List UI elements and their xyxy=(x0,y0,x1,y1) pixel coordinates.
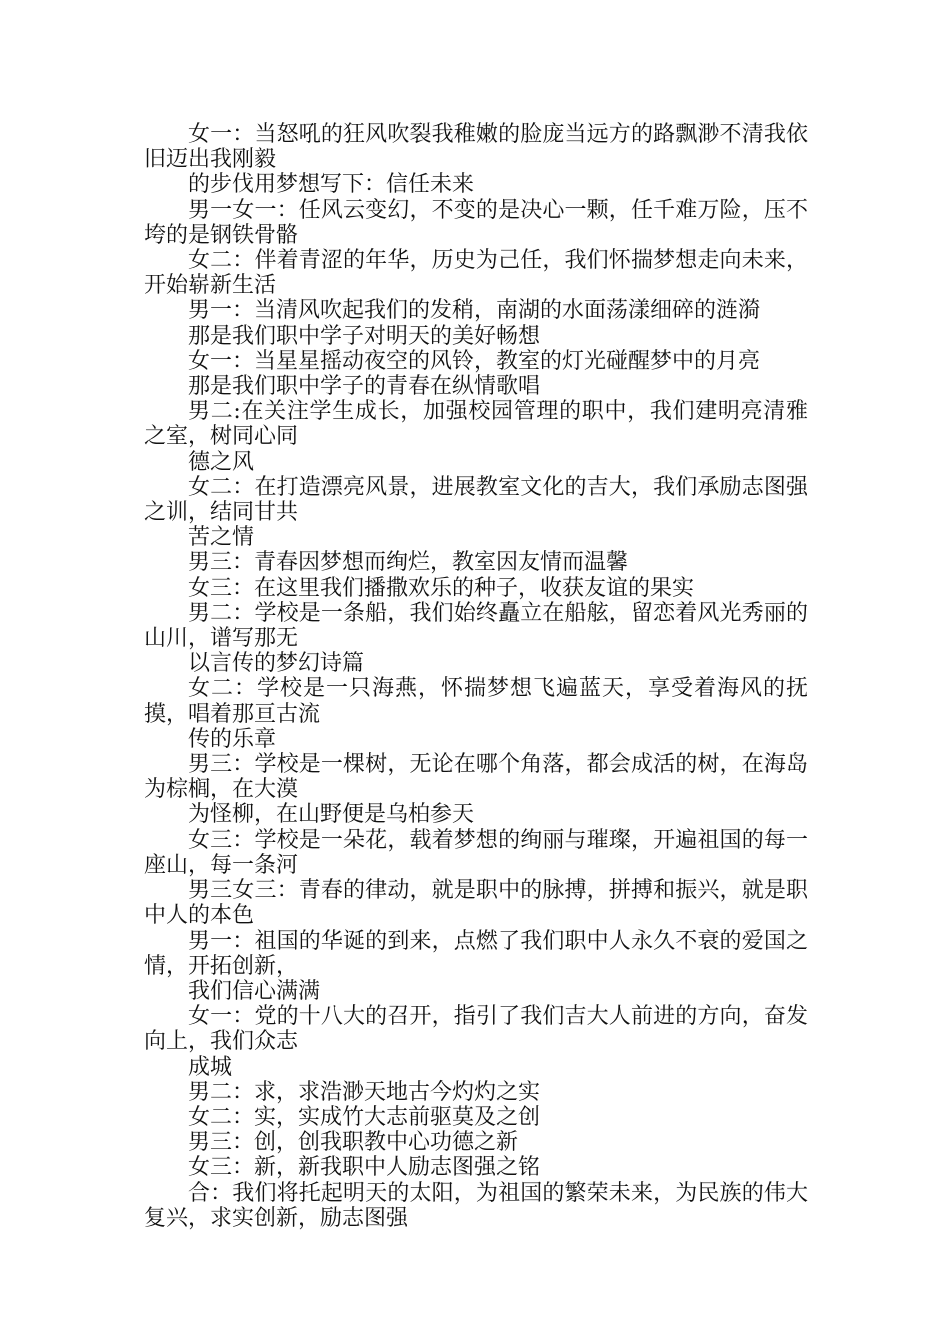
paragraph: 的步伐用梦想写下：信任未来 xyxy=(188,172,475,198)
paragraph: 男一女一：任风云变幻，不变的是决心一颗，任千难万险，压不垮的是钢铁骨骼 xyxy=(144,197,808,248)
paragraph: 女三：新，新我职中人励志图强之铭 xyxy=(188,1155,541,1181)
paragraph: 女一：当星星摇动夜空的风铃，教室的灯光碰醒梦中的月亮 xyxy=(188,348,761,374)
paragraph: 女二：学校是一只海燕，怀揣梦想飞遍蓝天，享受着海风的抚摸，唱着那亘古流 xyxy=(144,676,808,727)
paragraph: 传的乐章 xyxy=(188,726,277,752)
paragraph: 德之风 xyxy=(188,449,255,475)
paragraph: 那是我们职中学子对明天的美好畅想 xyxy=(188,323,541,349)
paragraph: 女一：当怒吼的狂风吹裂我稚嫩的脸庞当远方的路飘渺不清我依旧迈出我刚毅 xyxy=(144,122,808,173)
paragraph: 成城 xyxy=(188,1054,233,1080)
paragraph: 男一：祖国的华诞的到来，点燃了我们职中人永久不衰的爱国之情，开拓创新， xyxy=(144,928,808,979)
paragraph: 为怪柳，在山野便是乌柏参天 xyxy=(188,802,475,828)
paragraph: 女三：在这里我们播撒欢乐的种子，收获友谊的果实 xyxy=(188,575,695,601)
paragraph: 男三：青春因梦想而绚烂，教室因友情而温馨 xyxy=(188,550,629,576)
paragraph: 男二：学校是一条船，我们始终矗立在船舷，留恋着风光秀丽的山川，谱写那无 xyxy=(144,600,808,652)
paragraph: 女二：实，实成竹大志前驱莫及之创 xyxy=(188,1104,541,1130)
paragraph: 合：我们将托起明天的太阳，为祖国的繁荣未来，为民族的伟大复兴，求实创新，励志图强 xyxy=(144,1180,808,1231)
document-body xyxy=(144,122,808,1231)
paragraph: 女三：学校是一朵花，载着梦想的绚丽与璀璨，开遍祖国的每一座山，每一条河 xyxy=(144,827,808,878)
paragraph: 男二：求，求浩渺天地古今灼灼之实 xyxy=(188,1079,541,1105)
paragraph: 那是我们职中学子的青春在纵情歌唱 xyxy=(188,374,541,400)
paragraph: 女一：党的十八大的召开，指引了我们吉大人前进的方向，奋发向上，我们众志 xyxy=(144,1004,808,1055)
paragraph: 我们信心满满 xyxy=(188,978,321,1004)
paragraph: 男一：当清风吹起我们的发稍，南湖的水面荡漾细碎的涟漪 xyxy=(188,298,761,324)
paragraph: 男二:在关注学生成长，加强校园管理的职中，我们建明亮清雅之室，树同心同 xyxy=(144,399,808,450)
paragraph: 女二：伴着青涩的年华，历史为己任，我们怀揣梦想走向未来，开始崭新生活 xyxy=(144,248,808,299)
paragraph: 男三：学校是一棵树，无论在哪个角落，都会成活的树，在海岛为棕榈，在大漠 xyxy=(144,752,808,803)
paragraph: 男三女三：青春的律动，就是职中的脉搏，拼搏和振兴，就是职中人的本色 xyxy=(144,878,808,929)
paragraph: 女二：在打造漂亮风景，进展教室文化的吉大，我们承励志图强之训，结同甘共 xyxy=(144,474,808,526)
paragraph: 苦之情 xyxy=(188,525,255,551)
paragraph: 以言传的梦幻诗篇 xyxy=(188,651,365,677)
paragraph: 男三：创，创我职教中心功德之新 xyxy=(188,1130,519,1156)
